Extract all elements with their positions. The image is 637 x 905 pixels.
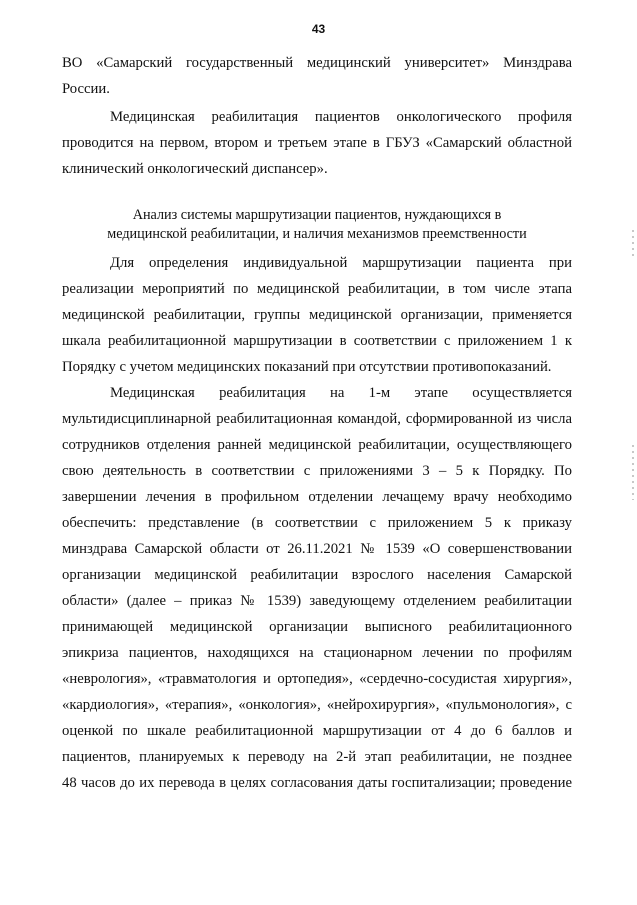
document-body	[62, 50, 572, 796]
text-line: 48 часов до их перевода в целях согласования даты госпитализации; проведение	[62, 775, 572, 791]
text-line: Для определения индивидуальной маршрутизации пациента при	[110, 255, 572, 271]
text-line: Порядку с учетом медицинских показаний при отсутствии противопоказаний.	[62, 359, 552, 375]
scan-edge-mark	[632, 445, 634, 500]
text-line: реализации мероприятий по медицинской реабилитации, в том числе этапа	[62, 281, 572, 297]
text-line: «неврология», «травматология и ортопедия», «сердечно-сосудистая хирургия»,	[62, 671, 572, 687]
text-line: «кардиология», «терапия», «онкология», «нейрохирургия», «пульмонология», с	[62, 697, 572, 713]
text-line: пациентов, планируемых к переводу на 2-й этап реабилитации, не позднее	[62, 749, 572, 765]
heading-line: Анализ системы маршрутизации пациентов, нуждающихся в	[132, 207, 502, 223]
paragraph-routing-scale	[62, 250, 572, 380]
scan-edge-mark	[632, 230, 634, 260]
text-line: области» (далее – приказ № 1539) заведующему отделением реабилитации	[62, 593, 572, 609]
text-line: свою деятельность в соответствии с приложениями 3 – 5 к Порядку. По	[62, 463, 572, 479]
text-line: Медицинская реабилитация пациентов онкологического профиля	[110, 109, 572, 125]
text-line: медицинской реабилитации, группы медицинской организации, применяется	[62, 307, 572, 323]
text-line: ВО «Самарский государственный медицинский университет» Минздрава	[62, 55, 572, 71]
text-line: мультидисциплинарной реабилитационная командой, сформированной из числа	[62, 411, 572, 427]
heading-line: медицинской реабилитации, и наличия механизмов преемственности	[107, 226, 527, 242]
text-line: обеспечить: представление (в соответствии с приложением 5 к приказу	[62, 515, 572, 531]
text-line: минздрава Самарской области от 26.11.2021 № 1539 «О совершенствовании	[62, 541, 572, 557]
text-line: шкала реабилитационной маршрутизации в соответствии с приложением 1 к	[62, 333, 572, 349]
text-line: Медицинская реабилитация на 1-м этапе осуществляется	[110, 385, 572, 401]
paragraph-stage-one	[62, 380, 572, 796]
text-line: принимающей медицинской организации выписного реабилитационного	[62, 619, 572, 635]
text-line: проводится на первом, втором и третьем этапе в ГБУЗ «Самарский областной	[62, 135, 572, 151]
text-line: эпикриза пациентов, находящихся на стационарном лечении по профилям	[62, 645, 572, 661]
page-number: 43	[311, 22, 326, 36]
paragraph-rehab-oncology	[62, 104, 572, 182]
text-line: организации медицинской реабилитации взрослого населения Самарской	[62, 567, 572, 583]
text-line: оценкой по шкале реабилитационной маршрутизации от 4 до 6 баллов и	[62, 723, 572, 739]
intro-paragraph	[62, 50, 572, 102]
text-line: России.	[62, 81, 110, 97]
text-line: клинический онкологический диспансер».	[62, 161, 328, 177]
text-line: сотрудников отделения ранней медицинской реабилитации, осуществляющего	[62, 437, 572, 453]
section-heading	[62, 206, 572, 244]
text-line: завершении лечения в профильном отделении лечащему врачу необходимо	[62, 489, 572, 505]
